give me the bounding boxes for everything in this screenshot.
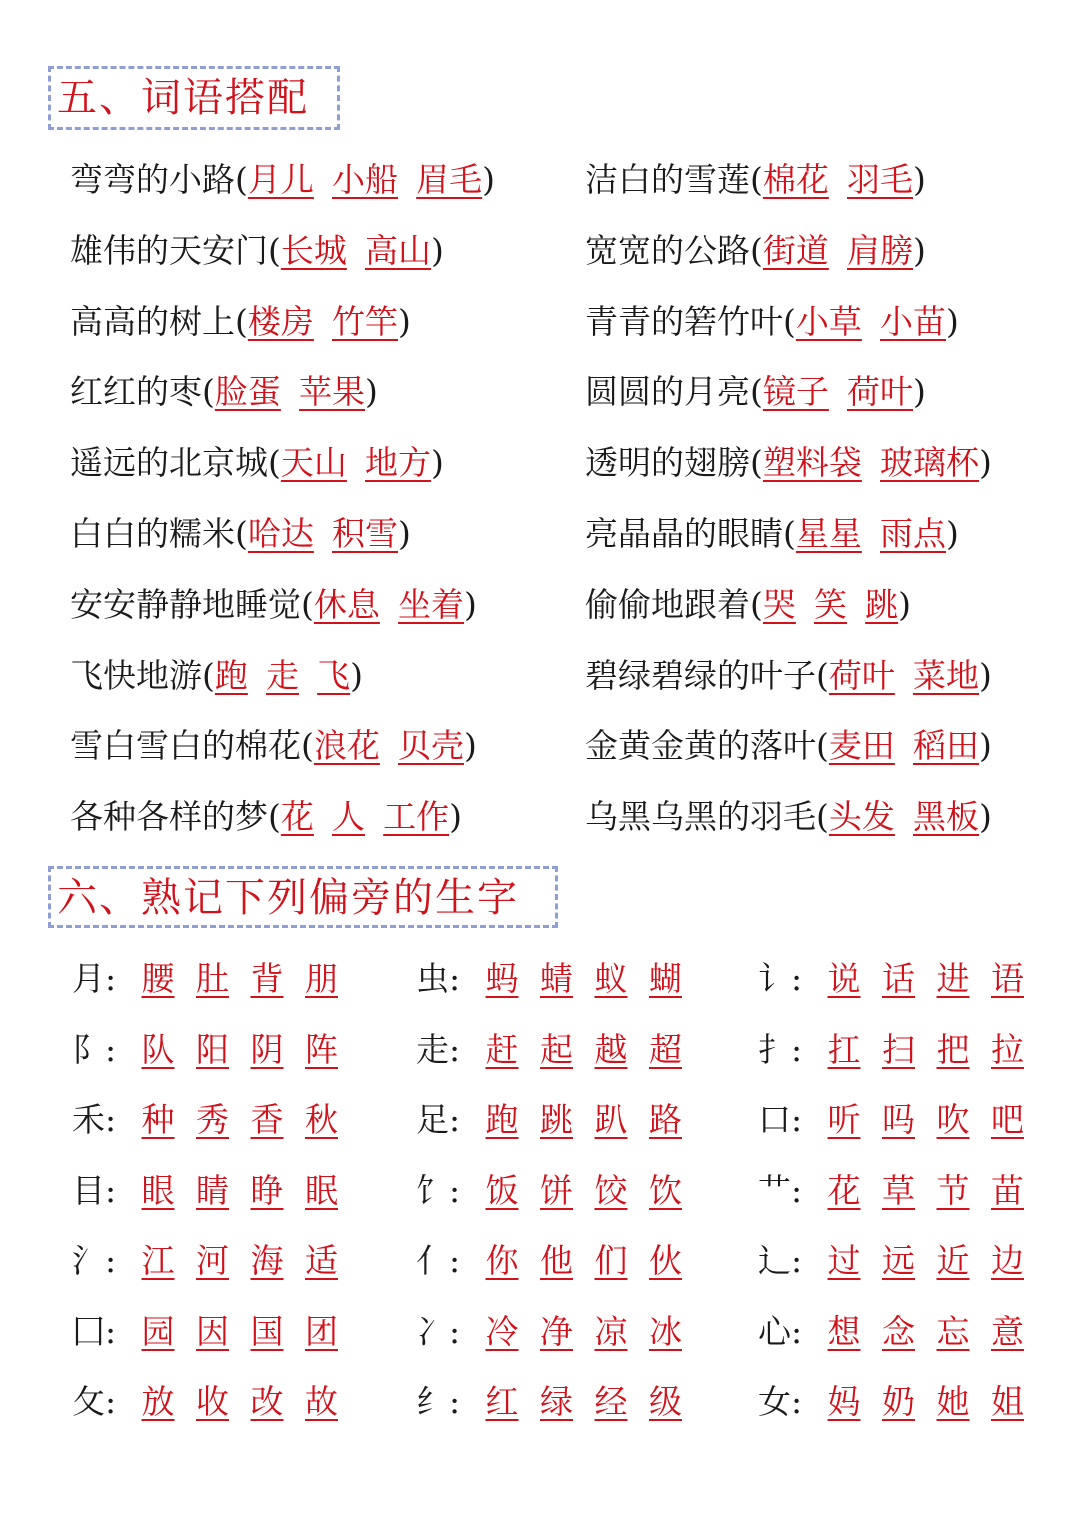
character: 吗 — [882, 1100, 915, 1140]
radical-column-1 — [72, 944, 358, 1438]
answer-word: 苹果 — [299, 372, 366, 412]
character: 吹 — [936, 1100, 970, 1140]
character: 话 — [882, 959, 915, 999]
answer-word: 镜子 — [762, 372, 829, 412]
radical-row — [72, 1297, 358, 1368]
character: 拉 — [991, 1029, 1024, 1069]
radical-label: 虫: — [416, 959, 461, 999]
closing-paren: ) — [898, 584, 912, 624]
character: 凉 — [594, 1311, 628, 1351]
word-pair-row — [70, 287, 495, 358]
closing-paren: ) — [946, 301, 959, 341]
radical-label: 饣: — [416, 1170, 461, 1210]
radical-label: 囗: — [72, 1311, 117, 1351]
character: 语 — [991, 959, 1024, 999]
answer-word: 雨点 — [880, 513, 947, 553]
word-pair-row — [585, 711, 992, 782]
word-phrase: 雄伟的天安门( — [70, 230, 281, 270]
character: 妈 — [827, 1382, 861, 1422]
word-phrase: 偷偷地跟着( — [585, 584, 763, 624]
answer-word: 塑料袋 — [762, 443, 862, 483]
character: 苗 — [991, 1170, 1024, 1210]
answer-word: 竹竿 — [332, 301, 399, 341]
answer-word: 荷叶 — [828, 655, 895, 695]
word-pair-row — [70, 570, 495, 641]
character: 远 — [882, 1241, 915, 1281]
word-phrase: 红红的枣( — [70, 372, 215, 412]
character: 红 — [485, 1382, 519, 1422]
word-pair-row — [70, 216, 495, 287]
answer-word: 玻璃杯 — [880, 443, 980, 483]
radical-label: 纟: — [416, 1382, 461, 1422]
section-6-title: 六、熟记下列偏旁的生字 — [48, 866, 558, 928]
word-pair-row — [70, 428, 495, 499]
closing-paren: ) — [431, 443, 444, 483]
character: 适 — [305, 1241, 338, 1281]
character: 朋 — [305, 959, 338, 999]
character: 跑 — [485, 1100, 519, 1140]
radical-label: 氵: — [72, 1241, 117, 1281]
answer-word: 花 — [280, 797, 314, 837]
word-pair-row — [585, 570, 992, 641]
radical-label: 冫: — [416, 1311, 461, 1351]
character: 阴 — [250, 1029, 284, 1069]
character: 蝴 — [649, 959, 682, 999]
character: 级 — [649, 1382, 682, 1422]
character: 路 — [649, 1100, 682, 1140]
answer-word: 麦田 — [828, 726, 895, 766]
character: 饭 — [485, 1170, 519, 1210]
character: 净 — [540, 1311, 573, 1351]
character: 香 — [250, 1100, 284, 1140]
character: 眼 — [141, 1170, 175, 1210]
character: 过 — [827, 1241, 861, 1281]
word-pair-row — [585, 287, 992, 358]
character: 背 — [250, 959, 284, 999]
character: 放 — [141, 1382, 175, 1422]
radical-label: 扌: — [758, 1029, 803, 1069]
word-phrase: 透明的翅膀( — [585, 443, 763, 483]
radical-row — [758, 1156, 1044, 1227]
answer-word: 走 — [266, 655, 300, 695]
radical-row — [72, 1367, 358, 1438]
closing-paren: ) — [979, 797, 992, 837]
radical-label: 亻: — [416, 1241, 461, 1281]
section-5-title: 五、词语搭配 — [48, 66, 340, 130]
word-pair-row — [585, 782, 992, 853]
character: 收 — [196, 1382, 229, 1422]
character: 团 — [305, 1311, 338, 1351]
character: 把 — [936, 1029, 970, 1069]
closing-paren: ) — [431, 230, 444, 270]
character: 经 — [594, 1382, 628, 1422]
answer-word: 街道 — [762, 230, 829, 270]
radical-label: 月: — [72, 959, 117, 999]
answer-word: 长城 — [280, 230, 347, 270]
closing-paren: ) — [464, 726, 477, 766]
radical-column-3 — [758, 944, 1044, 1438]
word-phrase: 乌黑乌黑的羽毛( — [585, 797, 829, 837]
character: 进 — [936, 959, 970, 999]
radical-row — [416, 1156, 702, 1227]
character: 队 — [141, 1029, 175, 1069]
answer-word: 月儿 — [247, 160, 314, 199]
radical-row — [72, 1226, 358, 1297]
character: 因 — [196, 1311, 229, 1351]
character: 改 — [250, 1382, 284, 1422]
character: 趴 — [594, 1100, 628, 1140]
character: 姐 — [991, 1382, 1024, 1422]
word-phrase: 遥远的北京城( — [70, 443, 281, 483]
closing-paren: ) — [398, 301, 411, 341]
radical-label: 辶: — [758, 1241, 803, 1281]
closing-paren: ) — [913, 230, 926, 270]
character: 扫 — [882, 1029, 915, 1069]
radical-row — [758, 1226, 1044, 1297]
answer-word: 羽毛 — [847, 160, 914, 199]
answer-word: 小苗 — [880, 301, 947, 341]
character: 绿 — [540, 1382, 573, 1422]
word-pair-row — [70, 145, 495, 216]
word-pair-row — [70, 641, 495, 712]
character: 花 — [827, 1170, 861, 1210]
answer-word: 工作 — [383, 797, 450, 837]
answer-word: 跳 — [865, 584, 899, 624]
word-phrase: 亮晶晶的眼睛( — [585, 513, 796, 553]
word-phrase: 金黄金黄的落叶( — [585, 726, 829, 766]
answer-word: 积雪 — [332, 513, 399, 553]
answer-word: 棉花 — [762, 160, 829, 199]
radical-row — [416, 1085, 702, 1156]
character: 念 — [882, 1311, 915, 1351]
character: 海 — [250, 1241, 284, 1281]
character: 想 — [827, 1311, 861, 1351]
word-phrase: 白白的糯米( — [70, 513, 248, 553]
closing-paren: ) — [482, 160, 496, 199]
closing-paren: ) — [979, 726, 992, 766]
word-phrase: 飞快地游( — [70, 655, 215, 695]
character: 种 — [141, 1100, 175, 1140]
radical-label: 阝: — [72, 1029, 117, 1069]
character: 吧 — [991, 1100, 1024, 1140]
radical-label: 女: — [758, 1382, 803, 1422]
character: 近 — [936, 1241, 970, 1281]
character: 超 — [649, 1029, 682, 1069]
closing-paren: ) — [464, 584, 477, 624]
radical-row — [416, 1367, 702, 1438]
closing-paren: ) — [946, 513, 959, 553]
answer-word: 稻田 — [913, 726, 980, 766]
radical-row — [416, 1226, 702, 1297]
closing-paren: ) — [913, 372, 926, 412]
word-pair-row — [585, 428, 992, 499]
radical-label: 走: — [416, 1029, 461, 1069]
answer-word: 飞 — [317, 655, 351, 695]
character: 听 — [827, 1100, 861, 1140]
character: 意 — [991, 1311, 1024, 1351]
answer-word: 笑 — [814, 584, 848, 624]
word-pair-column-right — [585, 145, 992, 853]
answer-word: 天山 — [280, 443, 347, 483]
answer-word: 小草 — [795, 301, 862, 341]
answer-word: 贝壳 — [398, 726, 465, 766]
radical-row — [72, 1015, 358, 1086]
character: 江 — [141, 1241, 175, 1281]
character: 她 — [936, 1382, 970, 1422]
radical-row — [758, 1085, 1044, 1156]
radical-row — [758, 1297, 1044, 1368]
character: 忘 — [936, 1311, 970, 1351]
answer-word: 楼房 — [247, 301, 314, 341]
character: 饺 — [594, 1170, 628, 1210]
word-phrase: 碧绿碧绿的叶子( — [585, 655, 829, 695]
word-phrase: 安安静静地睡觉( — [70, 584, 314, 624]
radical-label: 攵: — [72, 1382, 117, 1422]
character: 眠 — [305, 1170, 338, 1210]
answer-word: 跑 — [214, 655, 248, 695]
character: 他 — [540, 1241, 573, 1281]
answer-word: 人 — [332, 797, 366, 837]
radical-label: 足: — [416, 1100, 461, 1140]
character: 边 — [991, 1241, 1024, 1281]
character: 伙 — [649, 1241, 682, 1281]
word-pair-row — [585, 145, 992, 216]
word-phrase: 各种各样的梦( — [70, 797, 281, 837]
word-phrase: 青青的箬竹叶( — [585, 301, 796, 341]
radical-row — [758, 944, 1044, 1015]
word-pair-row — [585, 216, 992, 287]
answer-word: 菜地 — [913, 655, 980, 695]
character: 扛 — [827, 1029, 861, 1069]
radical-label: 目: — [72, 1170, 117, 1210]
character: 蚂 — [485, 959, 519, 999]
word-phrase: 洁白的雪莲( — [585, 160, 763, 199]
character: 蜻 — [540, 959, 573, 999]
word-pair-row — [70, 357, 495, 428]
answer-word: 小船 — [332, 160, 399, 199]
character: 越 — [594, 1029, 628, 1069]
character: 国 — [250, 1311, 284, 1351]
character: 秀 — [196, 1100, 229, 1140]
word-phrase: 高高的树上( — [70, 301, 248, 341]
answer-word: 哈达 — [247, 513, 314, 553]
radical-column-2 — [416, 944, 702, 1438]
answer-word: 休息 — [313, 584, 380, 624]
radical-row — [758, 1015, 1044, 1086]
word-pair-row — [585, 641, 992, 712]
character: 饼 — [540, 1170, 573, 1210]
character: 冰 — [649, 1311, 682, 1351]
answer-word: 黑板 — [913, 797, 980, 837]
answer-word: 脸蛋 — [214, 372, 281, 412]
answer-word: 荷叶 — [847, 372, 914, 412]
character: 起 — [540, 1029, 573, 1069]
word-pair-row — [70, 782, 495, 853]
character: 腰 — [141, 959, 175, 999]
answer-word: 地方 — [365, 443, 432, 483]
closing-paren: ) — [913, 160, 926, 199]
radical-row — [416, 1297, 702, 1368]
closing-paren: ) — [365, 372, 378, 412]
word-pair-row — [585, 499, 992, 570]
word-pair-row — [70, 711, 495, 782]
closing-paren: ) — [350, 655, 364, 695]
answer-word: 哭 — [762, 584, 796, 624]
character: 们 — [594, 1241, 628, 1281]
character: 睛 — [196, 1170, 229, 1210]
closing-paren: ) — [398, 513, 411, 553]
character: 说 — [827, 959, 861, 999]
answer-word: 星星 — [795, 513, 862, 553]
character: 跳 — [540, 1100, 573, 1140]
character: 饮 — [649, 1170, 682, 1210]
answer-word: 头发 — [828, 797, 895, 837]
radical-row — [72, 944, 358, 1015]
radical-label: 禾: — [72, 1100, 117, 1140]
closing-paren: ) — [449, 797, 463, 837]
character: 草 — [882, 1170, 915, 1210]
answer-word: 肩膀 — [847, 230, 914, 270]
radical-label: 艹: — [758, 1170, 803, 1210]
radical-row — [416, 1015, 702, 1086]
character: 秋 — [305, 1100, 338, 1140]
word-pair-row — [70, 499, 495, 570]
word-pair-row — [585, 357, 992, 428]
radical-row — [72, 1085, 358, 1156]
radical-label: 讠: — [758, 959, 803, 999]
character: 园 — [141, 1311, 175, 1351]
character: 阳 — [196, 1029, 229, 1069]
answer-word: 眉毛 — [416, 160, 483, 199]
character: 河 — [196, 1241, 229, 1281]
character: 节 — [936, 1170, 970, 1210]
character: 冷 — [485, 1311, 519, 1351]
closing-paren: ) — [979, 655, 992, 695]
character: 赶 — [485, 1029, 519, 1069]
answer-word: 高山 — [365, 230, 432, 270]
character: 阵 — [305, 1029, 338, 1069]
word-phrase: 雪白雪白的棉花( — [70, 726, 314, 766]
word-pair-column-left — [70, 145, 495, 853]
closing-paren: ) — [979, 443, 992, 483]
character: 肚 — [196, 959, 229, 999]
character: 奶 — [882, 1382, 915, 1422]
radical-label: 口: — [758, 1100, 803, 1140]
answer-word: 浪花 — [313, 726, 380, 766]
character: 睁 — [250, 1170, 284, 1210]
word-phrase: 宽宽的公路( — [585, 230, 763, 270]
word-phrase: 圆圆的月亮( — [585, 372, 763, 412]
answer-word: 坐着 — [398, 584, 465, 624]
word-phrase: 弯弯的小路( — [70, 160, 248, 199]
radical-row — [416, 944, 702, 1015]
character: 蚁 — [594, 959, 628, 999]
radical-row — [72, 1156, 358, 1227]
character: 故 — [305, 1382, 338, 1422]
character: 你 — [485, 1241, 519, 1281]
radical-label: 心: — [758, 1311, 803, 1351]
radical-row — [758, 1367, 1044, 1438]
